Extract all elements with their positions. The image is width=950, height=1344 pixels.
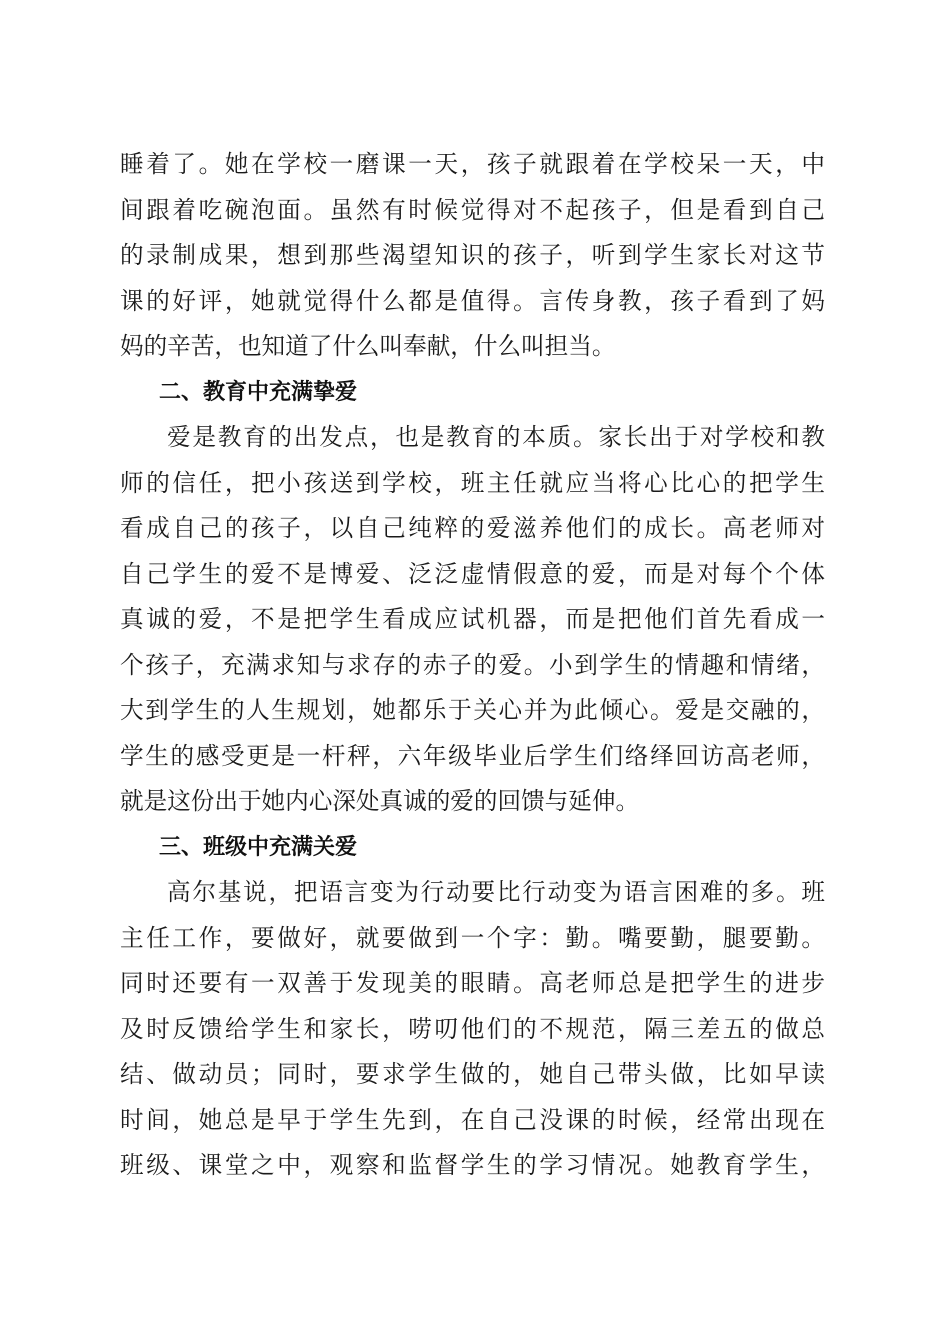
- text-line: 妈的辛苦，也知道了什么叫奉献，什么叫担当。: [120, 332, 616, 360]
- text-line: 时间，她总是早于学生先到，在自己没课的时候，经常出现在: [120, 1105, 825, 1134]
- text-line: 个孩子，充满求知与求存的赤子的爱。小到学生的情趣和情绪，: [120, 650, 825, 679]
- text-line: 同时还要有一双善于发现美的眼睛。高老师总是把学生的进步: [120, 969, 825, 997]
- text-line: 师的信任，把小孩送到学校，班主任就应当将心比心的把学生: [120, 468, 825, 497]
- paragraph-3: [120, 870, 825, 1189]
- text-line: 大到学生的人生规划，她都乐于关心并为此倾心。爱是交融的，: [120, 696, 825, 724]
- text-line: 爱是教育的出发点，也是教育的本质。家长出于对学校和教: [167, 423, 825, 451]
- paragraph-1: [120, 142, 825, 370]
- text-line: 的录制成果，想到那些渴望知识的孩子，听到学生家长对这节: [120, 241, 825, 269]
- text-line: 就是这份出于她内心深处真诚的爱的回馈与延伸。: [120, 787, 640, 815]
- text-line: 高尔基说，把语言变为行动要比行动变为语言困难的多。班: [167, 878, 825, 906]
- text-line: 学生的感受更是一杆秤，六年级毕业后学生们络绎回访高老师，: [120, 741, 825, 770]
- text-line: 课的好评，她就觉得什么都是值得。言传身教，孩子看到了妈: [120, 286, 825, 315]
- text-line: 结、做动员；同时，要求学生做的，她自己带头做，比如早读: [120, 1060, 825, 1088]
- text-line: 睡着了。她在学校一磨课一天，孩子就跟着在学校呆一天，中: [120, 150, 825, 178]
- text-line: 及时反馈给学生和家长，唠叨他们的不规范，隔三差五的做总: [120, 1014, 825, 1043]
- document-body: [120, 142, 825, 1189]
- text-line: 班级、课堂之中，观察和监督学生的学习情况。她教育学生，: [120, 1151, 825, 1179]
- text-line: 自己学生的爱不是博爱、泛泛虚情假意的爱，而是对每个个体: [120, 559, 825, 588]
- section-heading-3: 三、班级中充满关爱: [159, 834, 358, 860]
- paragraph-2: [120, 415, 825, 825]
- text-line: 间跟着吃碗泡面。虽然有时候觉得对不起孩子，但是看到自己: [120, 195, 825, 224]
- section-heading-2: 二、教育中充满挚爱: [159, 379, 358, 405]
- text-line: 真诚的爱，不是把学生看成应试机器，而是把他们首先看成一: [120, 605, 825, 633]
- text-line: 看成自己的孩子，以自己纯粹的爱滋养他们的成长。高老师对: [120, 514, 825, 542]
- text-line: 主任工作，要做好，就要做到一个字：勤。嘴要勤，腿要勤。: [120, 923, 825, 952]
